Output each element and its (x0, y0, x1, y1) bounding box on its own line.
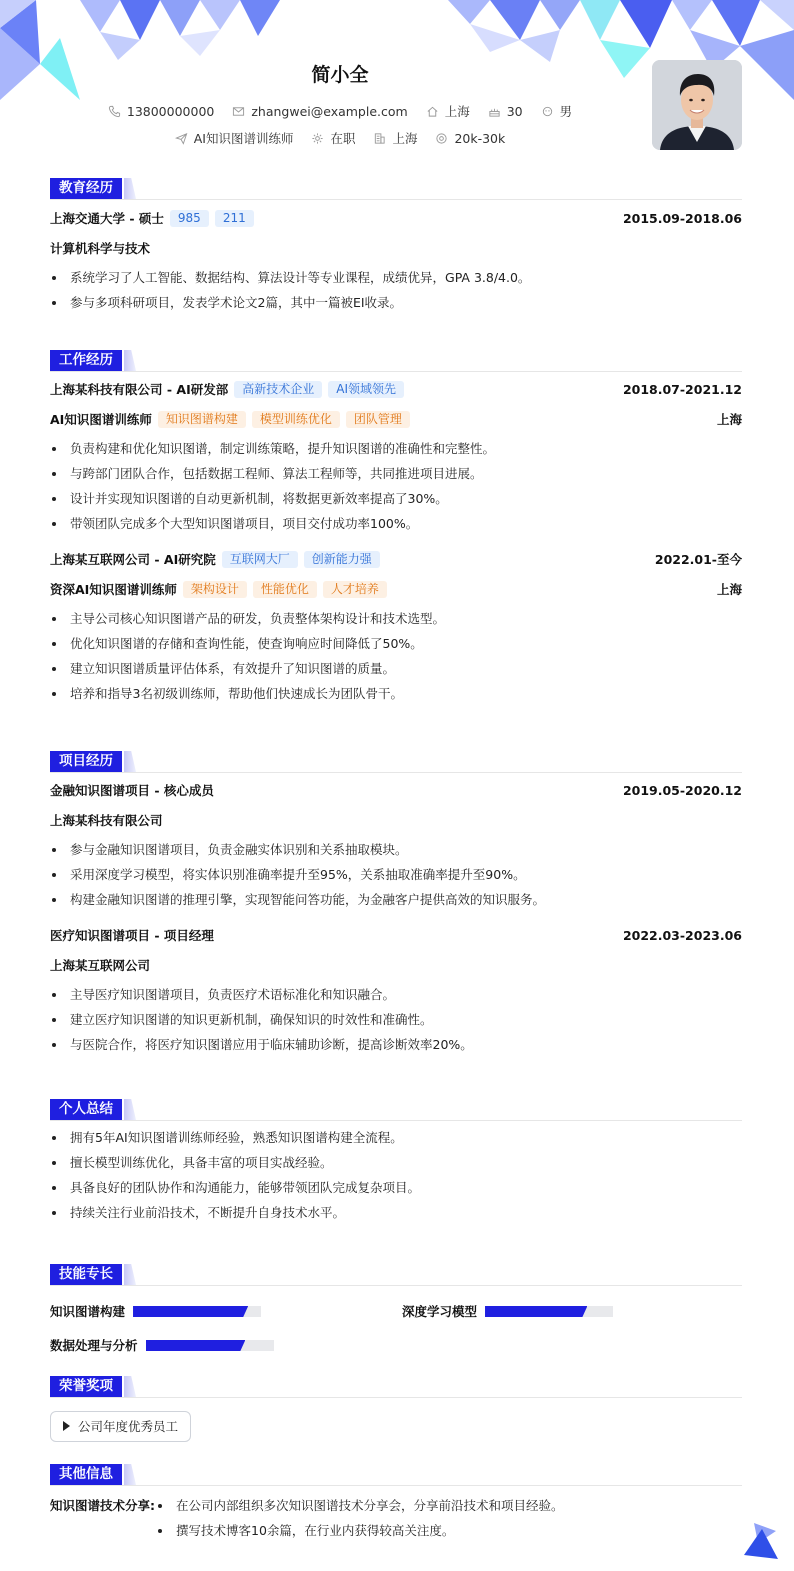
phone-info (108, 104, 214, 119)
list-item: 系统学习了人工智能、数据结构、算法设计等专业课程，成绩优异，GPA 3.8/4.0。 (50, 265, 742, 290)
section-title-tail (124, 1264, 136, 1285)
company-tag: 创新能力强 (304, 551, 380, 568)
section-title-tail (124, 350, 136, 371)
major-name: 计算机科学与技术 (50, 241, 151, 256)
section-header (50, 1376, 742, 1398)
send-icon (175, 132, 188, 145)
list-item: 优化知识图谱的存储和查询性能，使查询响应时间降低了50%。 (50, 631, 742, 656)
project-name-row (50, 922, 742, 949)
project-date: 2019.05-2020.12 (622, 783, 742, 798)
section-title: 个人总结 (50, 1099, 122, 1120)
list-item: 持续关注行业前沿技术，不断提升自身技术水平。 (50, 1200, 742, 1225)
role-tag: 知识图谱构建 (158, 411, 246, 428)
list-item: 撰写技术博客10余篇，在行业内获得较高关注度。 (156, 1518, 564, 1543)
school-tag: 985 (170, 210, 209, 227)
resume-header (0, 0, 794, 170)
section-header (50, 1464, 742, 1486)
job-bullets (50, 436, 742, 536)
list-item: 在公司内部组织多次知识图谱技术分享会，分享前沿技术和项目经验。 (156, 1493, 564, 1518)
gender-value: 男 (559, 104, 573, 119)
list-item: 构建金融知识图谱的推理引擎，实现智能问答功能，为金融客户提供高效的知识服务。 (50, 887, 742, 912)
home-icon (426, 105, 439, 118)
list-item: 擅长模型训练优化，具备丰富的项目实战经验。 (50, 1150, 742, 1175)
project-name-row (50, 777, 742, 804)
skills-section (50, 1264, 742, 1364)
cake-icon (488, 105, 501, 118)
salary-value: 20k-30k (454, 130, 506, 146)
skill-level-bar (133, 1306, 261, 1317)
role-name: 资深AI知识图谱训练师 (50, 582, 177, 597)
list-item: 负责构建和优化知识图谱，制定训练策略，提升知识图谱的准确性和完整性。 (50, 436, 742, 461)
job-date: 2018.07-2021.12 (622, 382, 742, 397)
footer-triangle-decoration (740, 1519, 780, 1563)
section-title-tail (124, 178, 136, 199)
other-bullets (156, 1493, 564, 1543)
skill-name: 数据处理与分析 (50, 1338, 138, 1353)
age-value: 30 (506, 103, 523, 119)
job-role-row (50, 576, 742, 603)
phone-icon (108, 105, 121, 118)
section-header (50, 1099, 742, 1121)
project-company: 上海某科技有限公司 (50, 813, 163, 828)
education-date: 2015.09-2018.06 (622, 211, 742, 226)
list-item: 建立知识图谱质量评估体系，有效提升了知识图谱的质量。 (50, 656, 742, 681)
school-name: 上海交通大学 - 硕士 (50, 211, 164, 226)
phone-number: 13800000000 (126, 103, 215, 119)
gear-icon (311, 132, 324, 145)
list-item: 具备良好的团队协作和沟通能力，能够带领团队完成复杂项目。 (50, 1175, 742, 1200)
company-tag: 互联网大厂 (222, 551, 298, 568)
list-item: 建立医疗知识图谱的知识更新机制，确保知识的时效性和准确性。 (50, 1007, 742, 1032)
project-bullets (50, 837, 742, 912)
status-value: 在职 (330, 131, 356, 146)
education-school-row (50, 205, 742, 232)
education-bullets (50, 265, 742, 315)
job-location: 上海 (716, 412, 742, 427)
skill-level-fill (485, 1306, 587, 1317)
section-title: 技能专长 (50, 1264, 122, 1285)
list-item: 采用深度学习模型，将实体识别准确率提升至95%，关系抽取准确率提升至90%。 (50, 862, 742, 887)
project-company-row (50, 952, 742, 979)
section-title-tail (124, 1464, 136, 1485)
job-location: 上海 (716, 582, 742, 597)
awards-section (50, 1376, 742, 1446)
project-company-row (50, 807, 742, 834)
award-item (50, 1411, 191, 1442)
candidate-name: 简小全 (311, 64, 369, 86)
age-info (488, 104, 523, 119)
section-title-tail (124, 1376, 136, 1397)
section-title: 荣誉奖项 (50, 1376, 122, 1397)
job-title-info (175, 129, 294, 147)
section-title: 教育经历 (50, 178, 122, 199)
target-city-info (373, 129, 417, 147)
project-bullets (50, 982, 742, 1057)
profile-photo (652, 60, 742, 150)
other-info-label: 知识图谱技术分享: (50, 1498, 155, 1513)
list-item: 参与金融知识图谱项目，负责金融实体识别和关系抽取模块。 (50, 837, 742, 862)
skill-item (50, 1303, 261, 1321)
section-header (50, 751, 742, 773)
list-item: 拥有5年AI知识图谱训练师经验，熟悉知识图谱构建全流程。 (50, 1125, 742, 1150)
education-section (50, 178, 742, 315)
contact-info-row (0, 102, 680, 120)
role-tag: 人才培养 (323, 581, 387, 598)
section-title: 工作经历 (50, 350, 122, 371)
job-date: 2022.01-至今 (654, 552, 742, 567)
list-item: 参与多项科研项目，发表学术论文2篇，其中一篇被EI收录。 (50, 290, 742, 315)
skill-item (50, 1337, 274, 1355)
coin-icon (435, 132, 448, 145)
school-tag: 211 (215, 210, 254, 227)
skill-level-bar (485, 1306, 613, 1317)
salary-info (435, 131, 505, 146)
skill-level-fill (146, 1340, 246, 1351)
role-tag: 模型训练优化 (252, 411, 340, 428)
building-icon (373, 132, 386, 145)
mail-icon (232, 105, 245, 118)
summary-bullets (50, 1125, 742, 1225)
gender-info (541, 102, 573, 120)
skill-level-bar (146, 1340, 274, 1351)
list-item: 与跨部门团队合作，包括数据工程师、算法工程师等，共同推进项目进展。 (50, 461, 742, 486)
email-address: zhangwei@example.com (251, 103, 408, 119)
role-tag: 性能优化 (253, 581, 317, 598)
job-bullets (50, 606, 742, 706)
job-title-value: AI知识图谱训练师 (193, 131, 294, 146)
list-item: 设计并实现知识图谱的自动更新机制，将数据更新效率提高了30%。 (50, 486, 742, 511)
job-role-row (50, 406, 742, 433)
work-section (50, 350, 742, 706)
skill-item (402, 1303, 613, 1321)
summary-section (50, 1099, 742, 1225)
project-name: 金融知识图谱项目 - 核心成员 (50, 783, 214, 798)
list-item: 主导公司核心知识图谱产品的研发，负责整体架构设计和技术选型。 (50, 606, 742, 631)
project-name: 医疗知识图谱项目 - 项目经理 (50, 928, 214, 943)
role-tag: 架构设计 (183, 581, 247, 598)
section-title-tail (124, 751, 136, 772)
skill-name: 深度学习模型 (402, 1304, 478, 1319)
target-city-value: 上海 (392, 131, 418, 146)
company-tag: AI领域领先 (328, 381, 404, 398)
email-info (232, 104, 407, 119)
list-item: 带领团队完成多个大型知识图谱项目，项目交付成功率100%。 (50, 511, 742, 536)
section-title: 项目经历 (50, 751, 122, 772)
section-title: 其他信息 (50, 1464, 122, 1485)
section-header (50, 1264, 742, 1286)
city-info (426, 102, 470, 120)
avatar-portrait-icon (652, 60, 742, 150)
project-date: 2022.03-2023.06 (622, 928, 742, 943)
project-company: 上海某互联网公司 (50, 958, 151, 973)
job-intent-row (0, 129, 680, 147)
company-name: 上海某互联网公司 - AI研究院 (50, 552, 216, 567)
play-triangle-icon (63, 1421, 70, 1431)
section-title-tail (124, 1099, 136, 1120)
education-major-row (50, 235, 742, 262)
section-header (50, 350, 742, 372)
list-item: 主导医疗知识图谱项目，负责医疗术语标准化和知识融合。 (50, 982, 742, 1007)
section-header (50, 178, 742, 200)
award-name: 公司年度优秀员工 (78, 1419, 179, 1434)
job-company-row (50, 546, 742, 573)
list-item: 与医院合作，将医疗知识图谱应用于临床辅助诊断，提高诊断效率20%。 (50, 1032, 742, 1057)
city-value: 上海 (444, 104, 470, 119)
skill-level-fill (133, 1306, 248, 1317)
list-item: 培养和指导3名初级训练师，帮助他们快速成长为团队骨干。 (50, 681, 742, 706)
other-section (50, 1464, 742, 1544)
company-tag: 高新技术企业 (234, 381, 322, 398)
status-info (311, 129, 355, 147)
role-name: AI知识图谱训练师 (50, 412, 152, 427)
skill-name: 知识图谱构建 (50, 1304, 126, 1319)
job-company-row (50, 376, 742, 403)
role-tag: 团队管理 (346, 411, 410, 428)
company-name: 上海某科技有限公司 - AI研发部 (50, 382, 229, 397)
projects-section (50, 751, 742, 1057)
gender-icon (541, 105, 554, 118)
